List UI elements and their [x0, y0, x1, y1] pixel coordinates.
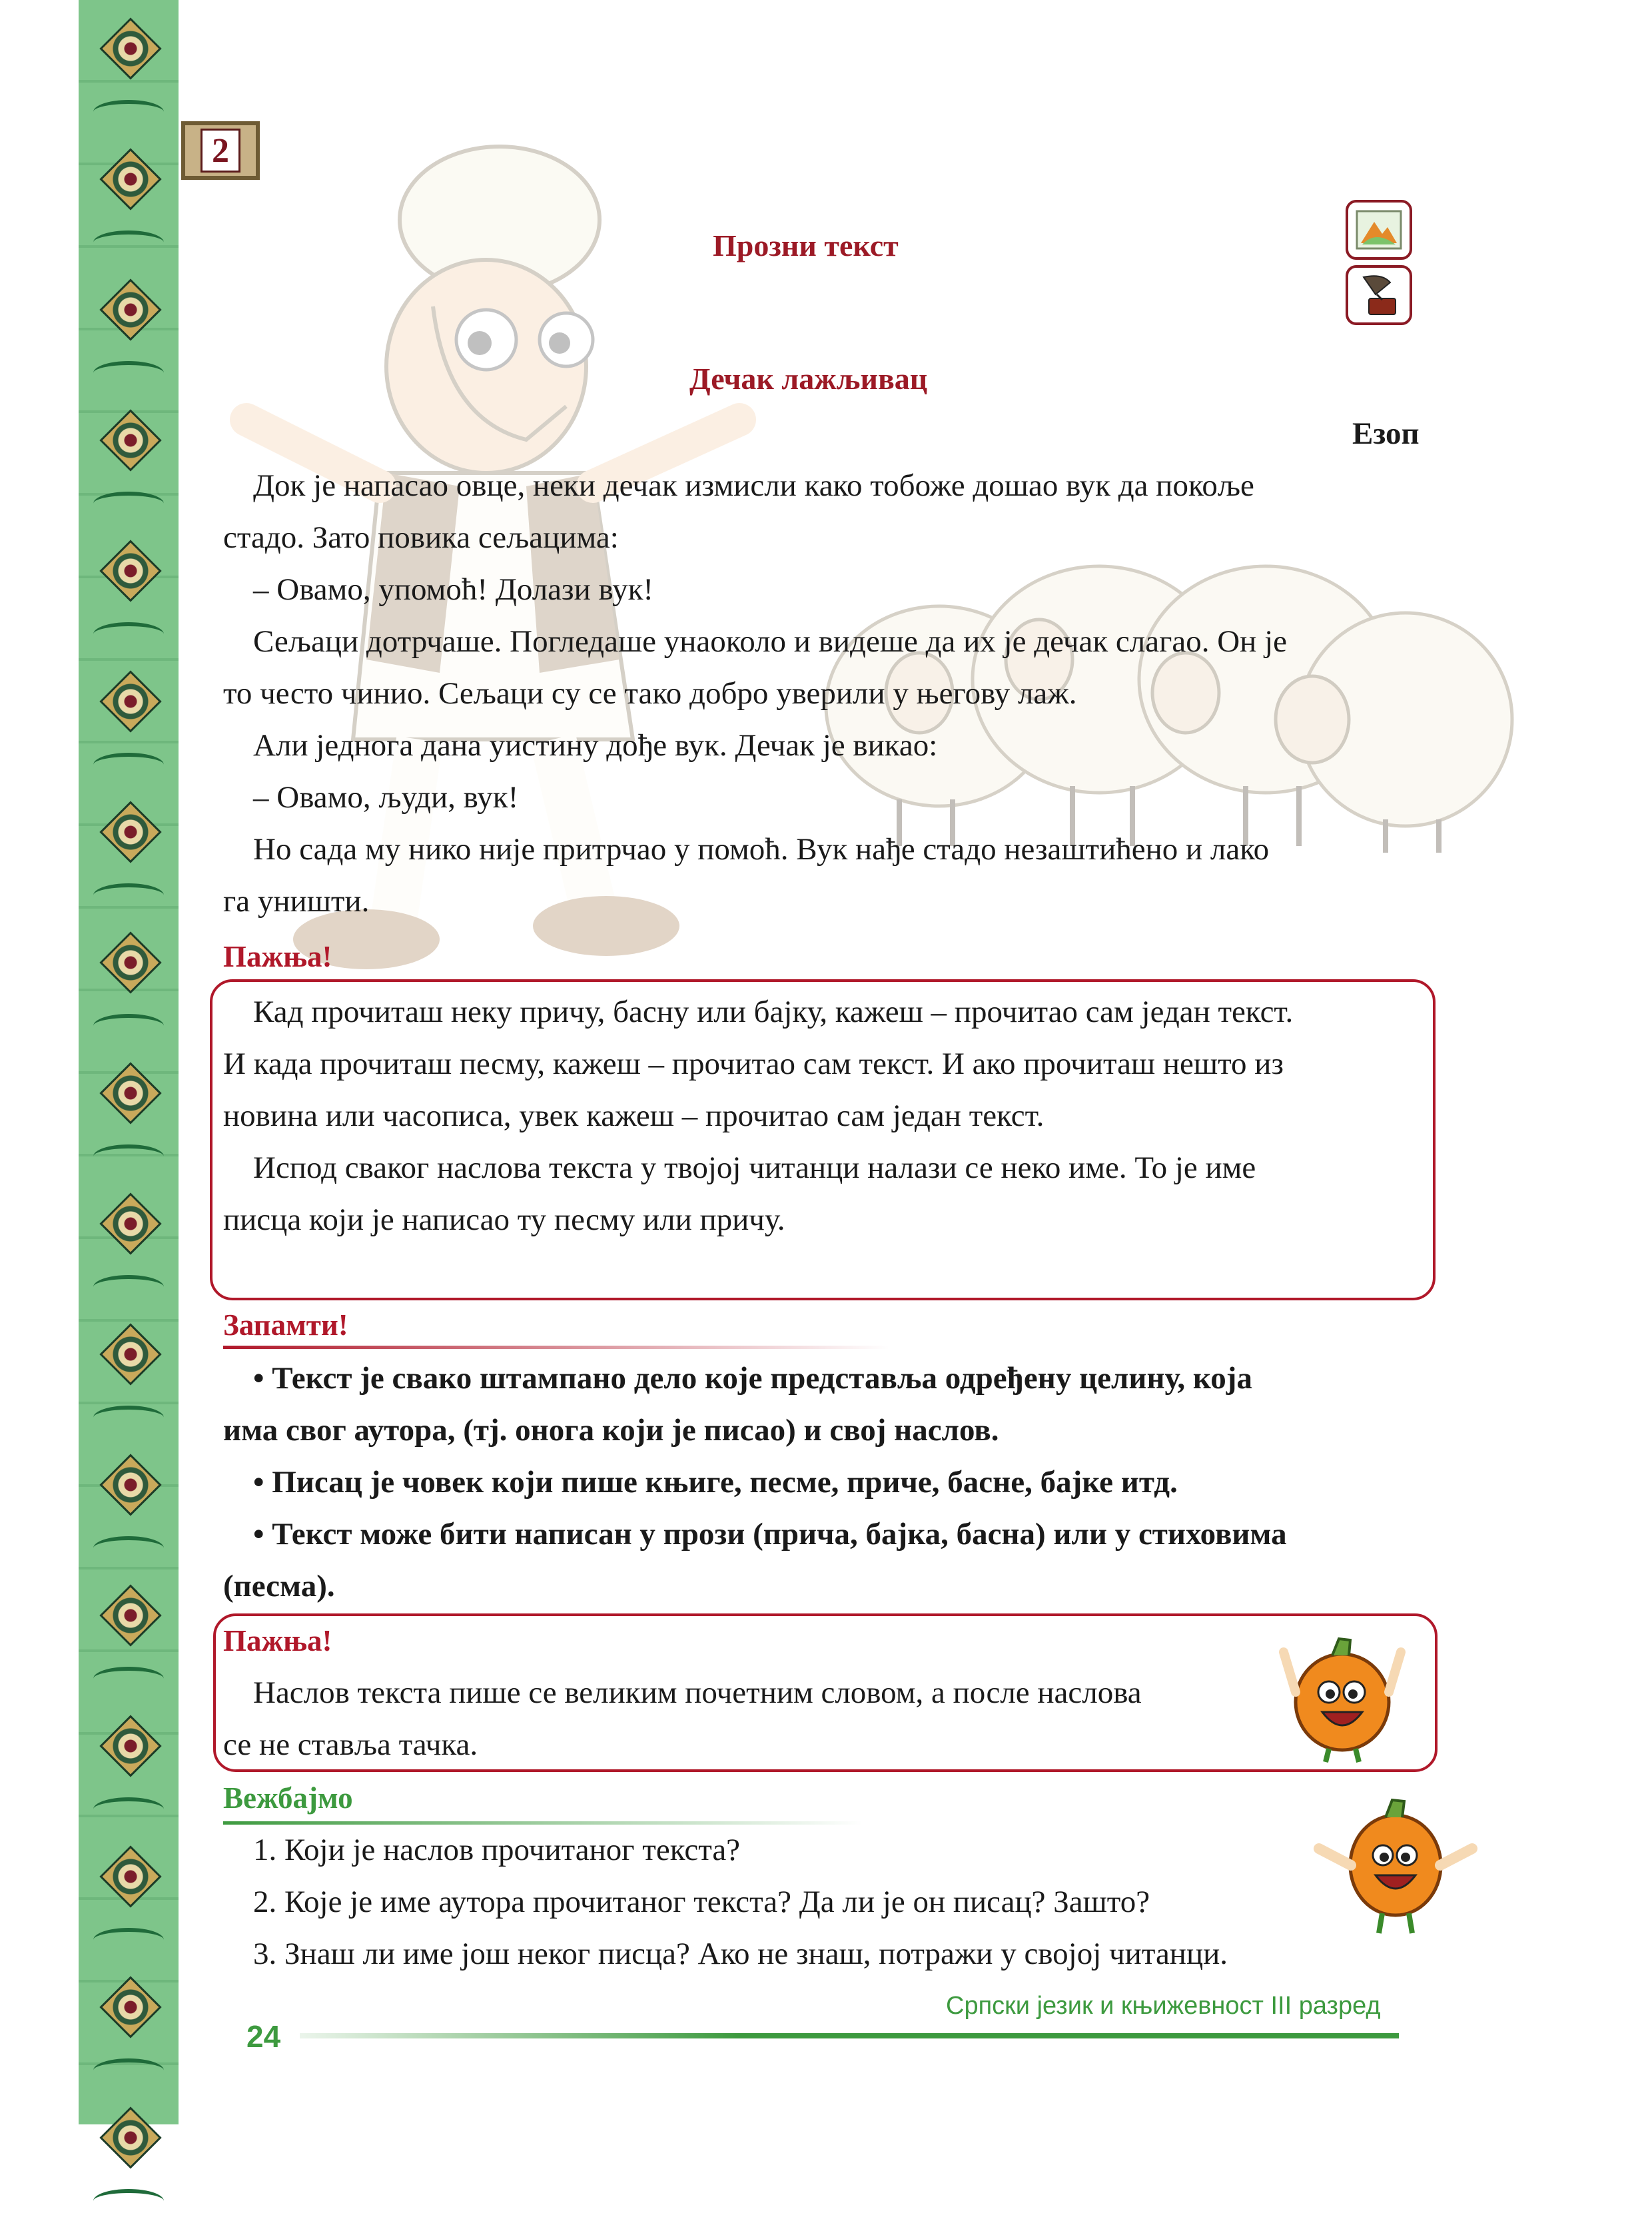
story-line: – Овамо, упомоћ! Долази вук!: [253, 572, 654, 607]
attention-line: И када прочиташ песму, кажеш – прочитао сам текст. И ако прочиташ нешто из: [223, 1047, 1284, 1081]
border-ornament: [99, 278, 161, 340]
border-ornament: [99, 540, 161, 602]
practice-item: 3. Знаш ли име још неког писца? Ако не знаш, потражи у својој читанци.: [253, 1937, 1228, 1971]
border-twig: [93, 1406, 164, 1430]
attention2-line: се не ставља тачка.: [223, 1727, 478, 1762]
border-twig: [93, 1144, 164, 1168]
remember-underline: [223, 1346, 889, 1349]
border-twig: [93, 753, 164, 777]
border-twig: [93, 230, 164, 254]
attention-line: новина или часописа, увек кажеш – прочитао сам један текст.: [223, 1099, 1044, 1133]
page-number: 24: [246, 2019, 281, 2054]
border-ornament: [99, 1845, 161, 1907]
story-line: – Овамо, људи, вук!: [253, 780, 519, 815]
attention-label: Пажња!: [223, 940, 332, 973]
practice-item: 1. Који је наслов прочитаног текста?: [253, 1833, 741, 1867]
border-twig: [93, 622, 164, 646]
border-ornament: [99, 1062, 161, 1124]
picture-icon[interactable]: [1346, 200, 1412, 260]
gramophone-icon[interactable]: [1346, 265, 1412, 325]
border-twig: [93, 1014, 164, 1038]
remember-line: • Текст може бити написан у прози (прича, бајка, басна) или у стиховима: [253, 1517, 1287, 1551]
section-title: Прозни текст: [713, 228, 899, 262]
border-twig: [93, 492, 164, 516]
border-twig: [93, 361, 164, 385]
story-line: Док је напасао овце, неки дечак измисли како тобоже дошао вук да покоље: [253, 468, 1254, 503]
remember-line: има свог аутора, (тј. онога који је писао) и свој наслов.: [223, 1413, 999, 1448]
border-twig: [93, 1275, 164, 1299]
border-ornament: [99, 1584, 161, 1646]
remember-label: Запамти!: [223, 1308, 348, 1342]
border-ornament: [99, 1976, 161, 2038]
book-title: Српски језик и књижевност III разред: [946, 1992, 1381, 2020]
border-ornament: [99, 2106, 161, 2168]
border-twig: [93, 1536, 164, 1560]
story-line: га уништи.: [223, 884, 370, 919]
border-ornament: [99, 148, 161, 210]
border-ornament: [99, 17, 161, 79]
remember-line: (песма).: [223, 1569, 335, 1603]
story-line: стадо. Зато повика сељацима:: [223, 520, 619, 555]
border-ornament: [99, 801, 161, 863]
attention-line: Испод сваког наслова текста у твојој читанци налази се неко име. То је име: [253, 1150, 1256, 1185]
story-author: Езоп: [1352, 416, 1420, 451]
pumpkin-mascot-pointing: [1276, 1625, 1409, 1765]
pumpkin-mascot-waving: [1306, 1792, 1485, 1939]
story-line: Сељаци дотрчаше. Погледаше унаоколо и видеше да их је дечак слагао. Он је: [253, 624, 1287, 659]
footer-rule: [300, 2033, 1399, 2038]
attention2-line: Наслов текста пише се великим почетним словом, а после наслова: [253, 1675, 1142, 1710]
story-line: Но сада му нико није притрчао у помоћ. Вук нађе стадо незаштићено и лако: [253, 832, 1270, 867]
border-twig: [93, 1928, 164, 1952]
border-ornament: [99, 670, 161, 732]
border-twig: [93, 2189, 164, 2213]
border-ornament: [99, 931, 161, 993]
story-title: Дечак лажљивац: [689, 362, 928, 396]
border-ornament: [99, 1323, 161, 1385]
border-twig: [93, 1797, 164, 1821]
border-ornament: [99, 409, 161, 471]
border-twig: [93, 1667, 164, 1691]
remember-line: • Текст је свако штампано дело које представља одређену целину, која: [253, 1361, 1252, 1396]
lesson-number: 2: [201, 129, 240, 173]
border-ornament: [99, 1454, 161, 1516]
decorative-border: [79, 0, 179, 2124]
border-twig: [93, 883, 164, 907]
practice-label: Вежбајмо: [223, 1781, 353, 1815]
story-line: Али једнога дана уистину дође вук. Дечак је викао:: [253, 728, 938, 763]
attention2-label: Пажња!: [223, 1624, 332, 1657]
border-twig: [93, 2058, 164, 2082]
border-twig: [93, 100, 164, 124]
attention-line: писца који је написао ту песму или причу.: [223, 1202, 785, 1237]
border-ornament: [99, 1192, 161, 1254]
border-ornament: [99, 1715, 161, 1777]
practice-item: 2. Које је име аутора прочитаног текста? Да ли је он писац? Зашто?: [253, 1885, 1150, 1919]
remember-line: • Писац је човек који пише књиге, песме, приче, басне, бајке итд.: [253, 1465, 1178, 1500]
story-line: то често чинио. Сељаци су се тако добро уверили у његову лаж.: [223, 676, 1077, 711]
attention-line: Кад прочиташ неку причу, басну или бајку, кажеш – прочитао сам један текст.: [253, 995, 1294, 1029]
